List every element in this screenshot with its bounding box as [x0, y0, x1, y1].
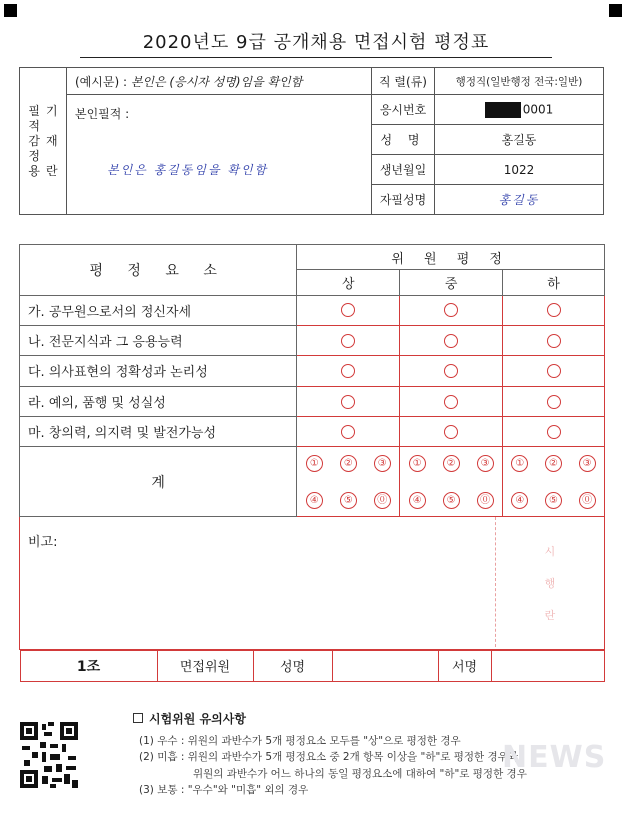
sample-sentence: (예시문) : 본인은 (응시자 성명)임을 확인함 — [67, 68, 372, 95]
rating-circle[interactable] — [341, 425, 355, 439]
score-option[interactable]: ① — [409, 455, 426, 472]
interviewer-label: 면접위원 — [157, 650, 253, 681]
field-value-exam-number: 0001 — [435, 95, 604, 125]
score-option[interactable]: ② — [443, 455, 460, 472]
rating-circle[interactable] — [341, 303, 355, 317]
evaluation-item: 다. 의사표현의 정확성과 논리성 — [20, 356, 297, 386]
field-label-series: 직 렬(류) — [372, 68, 435, 95]
rating-circle[interactable] — [547, 425, 561, 439]
level-high: 상 — [297, 270, 400, 295]
score-option[interactable]: ⓪ — [374, 492, 391, 509]
score-option[interactable]: ⓪ — [477, 492, 494, 509]
table-row — [20, 356, 605, 386]
score-option[interactable]: ⓪ — [579, 492, 596, 509]
checkbox-icon — [133, 713, 143, 723]
rating-circle[interactable] — [547, 303, 561, 317]
score-option[interactable]: ④ — [409, 492, 426, 509]
level-mid: 중 — [400, 270, 503, 295]
score-option[interactable]: ② — [340, 455, 357, 472]
level-low: 하 — [503, 270, 605, 295]
note-line: (1) 우수 : 위원의 과반수가 5개 평정요소 모두를 "상"으로 평정한 경우 — [139, 734, 461, 747]
redaction-box — [485, 102, 521, 118]
field-value-series: 행정직(일반행정 전국:일반) — [435, 68, 604, 95]
sign-input[interactable] — [491, 650, 604, 681]
handwritten-confirmation: 본인은 홍길동임을 확인함 — [107, 163, 269, 177]
official-seal-area: 시 행 란 — [495, 517, 604, 647]
rating-circle[interactable] — [444, 364, 458, 378]
notes-title: 시험위원 유의사항 — [149, 712, 246, 726]
name-label: 성명 — [253, 650, 332, 681]
rating-circle[interactable] — [341, 364, 355, 378]
field-value-name: 홍길동 — [435, 125, 604, 155]
identity-table — [19, 67, 604, 215]
note-line: (2) 미흡 : 위원의 과반수가 5개 평정요소 중 2개 항목 이상을 "하"로 평정한 경우와, — [139, 751, 522, 763]
score-option[interactable]: ① — [306, 455, 323, 472]
score-option[interactable]: ⑤ — [340, 492, 357, 509]
note-line: 위원의 과반수가 어느 하나의 동일 평정요소에 대하여 "하"로 평정한 경우 — [193, 767, 527, 780]
remarks-field[interactable] — [20, 517, 605, 650]
title-underline — [80, 57, 552, 58]
rating-circle[interactable] — [444, 334, 458, 348]
evaluation-factors-header: 평 정 요 소 — [20, 245, 297, 296]
sign-label: 서명 — [438, 650, 491, 681]
score-option[interactable]: ② — [545, 455, 562, 472]
page-title: 2020년도 9급 공개채용 면접시험 평정표 — [142, 32, 490, 53]
qr-code-icon — [20, 722, 78, 788]
evaluation-item: 마. 창의력, 의지력 및 발전가능성 — [20, 416, 297, 446]
rating-circle[interactable] — [547, 395, 561, 409]
score-option[interactable]: ④ — [306, 492, 323, 509]
field-value-birthdate: 1022 — [435, 155, 604, 185]
table-row — [20, 295, 605, 325]
evaluation-item: 나. 전문지식과 그 응용능력 — [20, 325, 297, 355]
corner-mark-right — [609, 4, 622, 17]
field-label-exam-number: 응시번호 — [372, 95, 435, 125]
score-option[interactable]: ⑤ — [443, 492, 460, 509]
field-label-birthdate: 생년월일 — [372, 155, 435, 185]
total-row — [20, 447, 605, 517]
group-number: 1조 — [20, 650, 157, 681]
score-option[interactable]: ④ — [511, 492, 528, 509]
score-option[interactable]: ③ — [477, 455, 494, 472]
field-label-handwritten-name: 자필성명 — [372, 185, 435, 215]
table-row — [20, 325, 605, 355]
table-row — [20, 386, 605, 416]
evaluation-table — [19, 244, 605, 682]
rating-circle[interactable] — [444, 425, 458, 439]
rating-circle[interactable] — [444, 395, 458, 409]
name-input[interactable] — [332, 650, 438, 681]
rating-circle[interactable] — [444, 303, 458, 317]
news-watermark: NEWS — [502, 740, 607, 775]
rating-circle[interactable] — [547, 334, 561, 348]
score-option[interactable]: ⑤ — [545, 492, 562, 509]
committee-rating-header: 위 원 평 정 — [297, 245, 605, 270]
score-option[interactable]: ③ — [374, 455, 391, 472]
rating-circle[interactable] — [341, 395, 355, 409]
score-group-mid — [400, 447, 503, 517]
score-group-high — [297, 447, 400, 517]
signature-area: 본인필적 : 본인은 홍길동임을 확인함 — [67, 95, 372, 215]
total-label: 계 — [20, 447, 297, 517]
score-option[interactable]: ① — [511, 455, 528, 472]
note-line: (3) 보통 : "우수"와 "미흡" 외의 경우 — [139, 784, 309, 796]
score-group-low — [503, 447, 605, 517]
handwriting-label: 필 적 감 정 용 기 재 란 — [20, 68, 67, 215]
rating-circle[interactable] — [341, 334, 355, 348]
table-row — [20, 416, 605, 446]
corner-mark-left — [4, 4, 17, 17]
rating-circle[interactable] — [547, 364, 561, 378]
field-label-name: 성 명 — [372, 125, 435, 155]
field-value-handwritten-name: 홍길동 — [435, 185, 604, 215]
score-option[interactable]: ③ — [579, 455, 596, 472]
evaluation-item: 가. 공무원으로서의 정신자세 — [20, 295, 297, 325]
evaluation-item: 라. 예의, 품행 및 성실성 — [20, 386, 297, 416]
remarks-label: 비고: — [28, 535, 58, 551]
